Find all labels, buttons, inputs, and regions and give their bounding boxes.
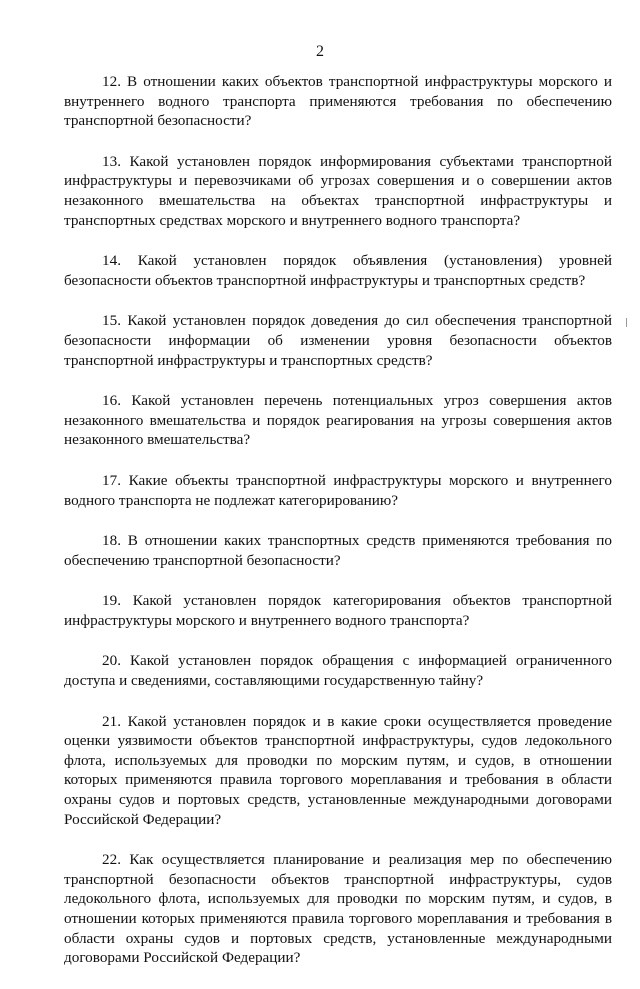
question-19: 19. Какой установлен порядок категорирования объектов транспортной инфраструктуры морского и внутреннего водного транспорта? <box>64 592 612 629</box>
question-13: 13. Какой установлен порядок информирования субъектами транспортной инфраструктуры и перевозчиками об угрозах совершения и о совершении актов незаконного вмешательства на объектах транспортной инфраструктуры и транспортных средствах морского и внутреннего водного транспорта? <box>64 152 612 229</box>
question-16: 16. Какой установлен перечень потенциальных угроз совершения актов незаконного вмешательства и порядок реагирования на угрозы совершения актов незаконного вмешательства? <box>64 392 612 449</box>
question-22: 22. Как осуществляется планирование и реализация мер по обеспечению транспортной безопасности объектов транспортной инфраструктуры, судов ледокольного флота, используемых для проводки по морским путям, и судов, в отношении которых применяются правила торгового мореплавания и требования в области охраны судов и портовых средств, установленные международными договорами Российской Федерации? <box>64 851 612 967</box>
question-15: 15. Какой установлен порядок доведения до сил обеспечения транспортной безопасности информации об изменении уровня безопасности объектов транспортной инфраструктуры и транспортных средств? <box>64 312 612 369</box>
scan-artifact-mark <box>626 318 627 327</box>
page-number: 2 <box>316 43 324 60</box>
question-18: 18. В отношении каких транспортных средств применяются требования по обеспечению транспортной безопасности? <box>64 532 612 569</box>
question-12: 12. В отношении каких объектов транспортной инфраструктуры морского и внутреннего водного транспорта применяются требования по обеспечению транспортной безопасности? <box>64 73 612 130</box>
question-17: 17. Какие объекты транспортной инфраструктуры морского и внутреннего водного транспорта не подлежат категорированию? <box>64 471 612 509</box>
question-14: 14. Какой установлен порядок объявления (установления) уровней безопасности объектов транспортной инфраструктуры и транспортных средств? <box>64 252 612 289</box>
question-21: 21. Какой установлен порядок и в какие сроки осуществляется проведение оценки уязвимости объектов транспортной инфраструктуры, судов ледокольного флота, используемых для проводки по морским путям, и судов, в отношении которых применяются правила торгового мореплавания и требования в области охраны судов и портовых средств, установленные международными договорами Российской Федерации? <box>64 712 612 828</box>
question-20: 20. Какой установлен порядок обращения с информацией ограниченного доступа и сведениями, составляющими государственную тайну? <box>64 652 612 690</box>
question-list <box>64 72 612 989</box>
